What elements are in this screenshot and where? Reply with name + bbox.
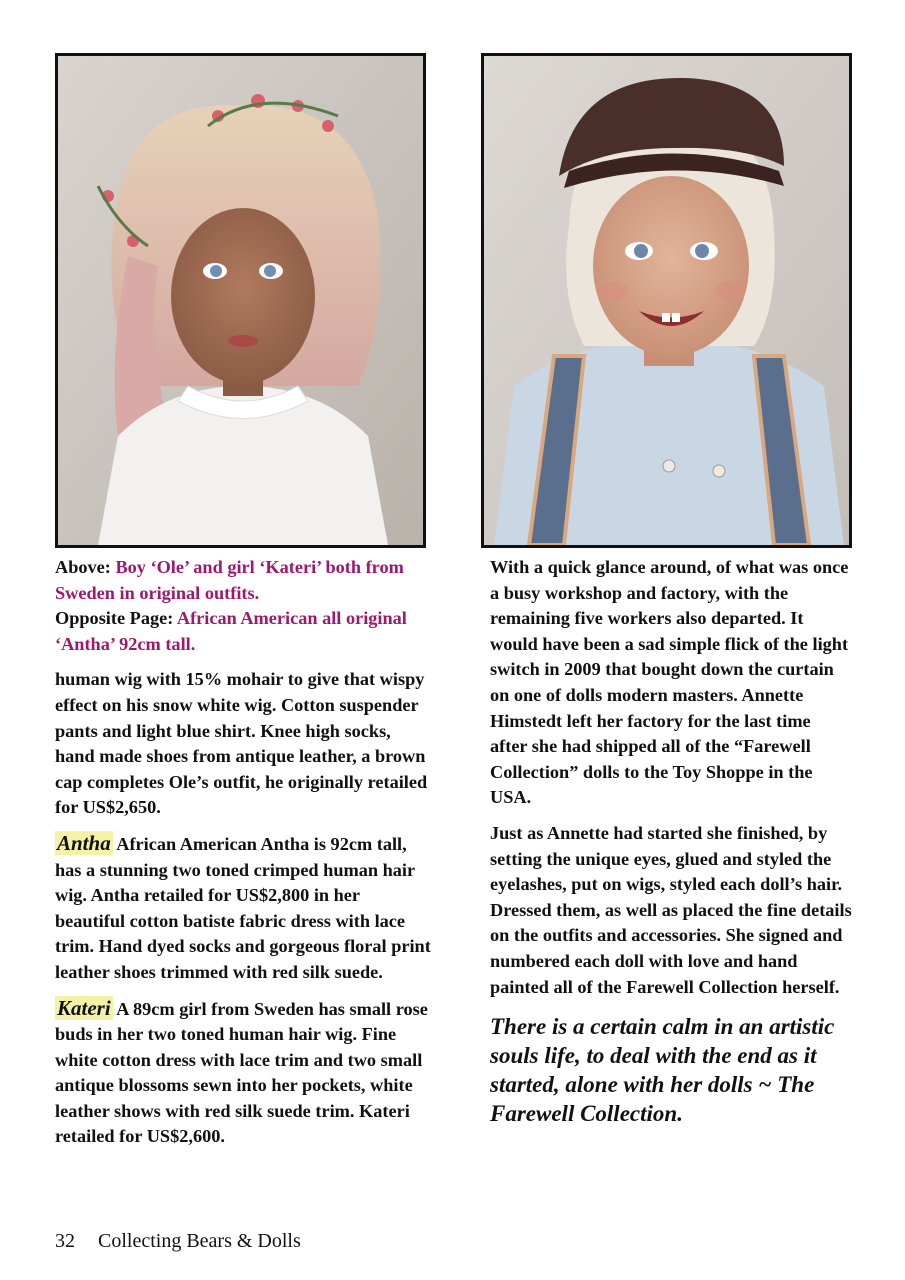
ole-paragraph: human wig with 15% mohair to give that wispy effect on his snow white wig. Cotton suspender pants and light blue shirt. Knee high socks, hand made shoes from antique leather, a brown cap completes Ole’s outfit, he originally retailed for US$2,650. — [55, 669, 428, 818]
right-paragraph-2: Just as Annette had started she finished, by setting the unique eyes, glued and styled the eyelashes, put on wigs, styled each doll’s hair. Dressed them, as well as placed the fine details on the outfits and accessories. She signed and numbered each doll with love and hand painted all of the Farewell Collection herself. — [490, 822, 852, 997]
left-text-column — [55, 555, 433, 1160]
caption-above-text: Boy ‘Ole’ and girl ‘Kateri’ both from Sweden in original outfits. — [55, 557, 404, 603]
kateri-paragraph — [55, 996, 433, 1151]
photo-kateri-doll — [55, 53, 426, 548]
caption-opposite-text: African American all original ‘Antha’ 92cm tall. — [55, 608, 407, 654]
ole-doll-image — [484, 56, 849, 545]
photo-ole-doll — [481, 53, 852, 548]
antha-paragraph — [55, 831, 433, 986]
publication-name: Collecting Bears & Dolls — [98, 1230, 301, 1252]
photo-caption — [55, 555, 433, 657]
right-text-column — [490, 555, 852, 1138]
caption-above-label: Above: — [55, 557, 111, 577]
kateri-name-tag: Kateri — [57, 995, 111, 1020]
antha-text: African American Antha is 92cm tall, has a stunning two toned crimped human hair wig. Antha retailed for US$2,800 in her beautiful cotton batiste fabric dress with lace trim. Hand dyed socks and gorgeous floral print leather shoes trimmed with red silk suede. — [55, 833, 431, 982]
antha-name-tag: Antha — [57, 830, 111, 855]
page-number: 32 — [55, 1230, 75, 1252]
caption-opposite-label: Opposite Page: — [55, 608, 174, 629]
right-paragraph-1: With a quick glance around, of what was once a busy workshop and factory, with the remaining five workers also departed. It would have been a sad simple flick of the light switch in 2009 that bought down the curtain on one of dolls modern masters. Annette Himstedt left her factory for the last time after she had shipped all of the “Farewell Collection” dolls to the Toy Shoppe in the USA. — [490, 557, 849, 808]
kateri-doll-image — [58, 56, 423, 545]
kateri-text: A 89cm girl from Sweden has small rose buds in her two toned human hair wig. Fine white cotton dress with lace trim and two small antique blossoms sewn into her pockets, white leather shows with red silk suede trim. Kateri retailed for US$2,600. — [55, 998, 428, 1147]
pull-quote: There is a certain calm in an artistic souls life, to deal with the end as it started, alone with her dolls ~ The Farewell Collection. — [490, 1014, 835, 1127]
page-footer — [55, 1230, 301, 1253]
